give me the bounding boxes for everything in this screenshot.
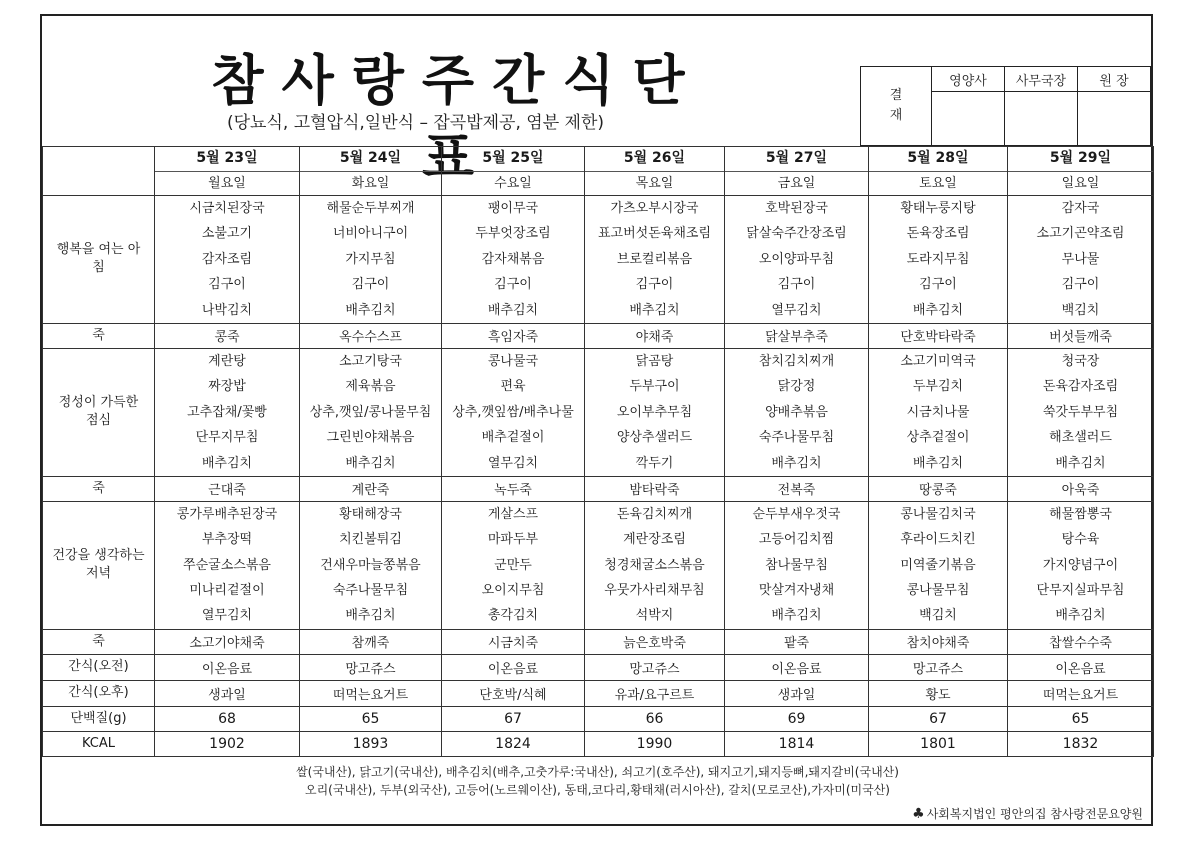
- dish-item: 건새우마늘쫑볶음: [320, 557, 421, 573]
- menu-cell: [725, 196, 869, 324]
- menu-cell: 참치야채죽: [869, 629, 1008, 654]
- menu-cell: [442, 196, 585, 324]
- dish-item: 두부김치: [912, 379, 964, 395]
- dish-item: 숙주나물무침: [332, 583, 409, 599]
- menu-cell: 69: [725, 706, 869, 731]
- dish-item: 그린빈야채볶음: [326, 430, 415, 446]
- dish-item: 오이지무침: [481, 583, 545, 599]
- menu-cell: 1990: [585, 731, 725, 756]
- day-header: [1008, 147, 1154, 196]
- day-weekday: 수요일: [494, 175, 532, 191]
- porridge2-row: [43, 476, 1154, 501]
- dish-item: 오이부추무침: [616, 404, 693, 420]
- snack_pm-row: [43, 680, 1154, 706]
- menu-cell: [1008, 348, 1154, 476]
- dish-item: 배추김치: [912, 455, 964, 471]
- menu-cell: 버섯들깨죽: [1008, 323, 1154, 348]
- page-subtitle: (당뇨식, 고혈압식,일반식 – 잡곡밥제공, 염분 제한): [227, 113, 605, 133]
- approval-header-chief: 원 장: [1078, 67, 1151, 92]
- dish-item: 콩나물무침: [906, 583, 970, 599]
- weekly-menu-table: [42, 146, 1154, 757]
- menu-cell: [155, 196, 300, 324]
- menu-cell: 옥수수스프: [300, 323, 442, 348]
- corner-cell: [43, 147, 155, 196]
- row-label: 정성이 가득한 점심: [43, 348, 155, 476]
- dish-item: 쭈순굴소스볶음: [183, 557, 271, 573]
- menu-cell: 1832: [1008, 731, 1154, 756]
- dish-item: 양배추볶음: [765, 404, 828, 420]
- menu-cell: 1824: [442, 731, 585, 756]
- dish-item: 배추김치: [345, 608, 396, 624]
- dish-item: 호박된장국: [765, 201, 828, 216]
- dish-item: 편육: [500, 379, 526, 395]
- menu-cell: 단호박/식혜: [442, 680, 585, 706]
- dish-item: 나박김치: [201, 302, 253, 318]
- dish-item: 배추김치: [912, 302, 964, 318]
- menu-cell: [300, 501, 442, 629]
- day-weekday: 월요일: [208, 175, 246, 191]
- dish-item: 닭강정: [777, 379, 816, 395]
- dinner-row: [43, 501, 1154, 629]
- dish-item: 배추김치: [771, 455, 822, 471]
- dish-item: 오이양파무침: [758, 251, 835, 267]
- dish-item: 상추,깻잎/콩나물무침: [309, 404, 432, 420]
- dish-item: 미역줄기볶음: [900, 557, 976, 573]
- menu-cell: 이온음료: [1008, 654, 1154, 680]
- approval-header-nutritionist: 영양사: [932, 67, 1005, 92]
- dish-item: 상추,깻잎쌈/배추나물: [452, 404, 574, 420]
- row-label: 죽: [43, 629, 155, 654]
- dish-item: 콩나물김치국: [900, 506, 976, 522]
- dish-item: 청경채굴소스볶음: [604, 557, 705, 573]
- menu-cell: 황도: [869, 680, 1008, 706]
- dish-item: 상추겉절이: [906, 430, 970, 446]
- dish-item: 마파두부: [487, 532, 539, 548]
- organization-logo-icon: ♣: [912, 806, 925, 822]
- dish-item: 쑥갓두부무침: [1042, 404, 1119, 420]
- day-weekday: 토요일: [919, 175, 957, 191]
- menu-cell: 밤타락죽: [585, 476, 725, 501]
- dish-item: 순두부새우젓국: [752, 506, 841, 522]
- dish-item: 제육볶음: [345, 379, 396, 395]
- menu-cell: [585, 196, 725, 324]
- dish-item: 배추김치: [345, 455, 396, 471]
- dish-item: 배추겉절이: [481, 430, 545, 446]
- day-weekday: 목요일: [635, 175, 674, 191]
- menu-cell: 66: [585, 706, 725, 731]
- approval-label: 결 재: [861, 67, 932, 146]
- row-label: 간식(오후): [43, 680, 155, 706]
- dish-item: 참나물무침: [765, 557, 828, 573]
- day-header: [725, 147, 869, 196]
- day-date: 5월 29일: [1008, 147, 1153, 172]
- dish-item: 배추김치: [345, 302, 396, 318]
- menu-cell: 늙은호박죽: [585, 629, 725, 654]
- organization: [912, 805, 1143, 822]
- approval-signature-director[interactable]: [1005, 92, 1078, 146]
- dish-item: 김구이: [919, 277, 957, 293]
- dish-item: 해물순두부찌개: [326, 201, 415, 216]
- menu-cell: 땅콩죽: [869, 476, 1008, 501]
- dish-item: 고추잡채/꽃빵: [187, 404, 267, 420]
- menu-cell: 이온음료: [442, 654, 585, 680]
- dish-item: 배추김치: [487, 302, 539, 318]
- dish-item: 백김치: [1061, 302, 1100, 318]
- day-weekday: 화요일: [351, 175, 390, 191]
- dish-item: 배추김치: [201, 455, 253, 471]
- approval-signature-nutritionist[interactable]: [932, 92, 1005, 146]
- dish-item: 열무김치: [771, 302, 822, 318]
- menu-cell: 1801: [869, 731, 1008, 756]
- menu-cell: [1008, 196, 1154, 324]
- approval-header-director: 사무국장: [1005, 67, 1078, 92]
- dish-item: 석박지: [635, 608, 674, 624]
- menu-cell: 67: [442, 706, 585, 731]
- dish-item: 참치김치찌개: [758, 353, 835, 369]
- dish-item: 시금치나물: [906, 404, 970, 420]
- dish-item: 닭곰탕: [635, 353, 674, 369]
- approval-box: [860, 66, 1151, 146]
- day-header: [442, 147, 585, 196]
- row-label: 단백질(g): [43, 706, 155, 731]
- dish-item: 두부엇장조림: [475, 226, 551, 242]
- dish-item: 총각김치: [487, 608, 539, 624]
- menu-cell: 근대죽: [155, 476, 300, 501]
- dish-item: 배추김치: [1055, 608, 1106, 624]
- day-header: [300, 147, 442, 196]
- dish-item: 치킨볼튀김: [339, 532, 402, 548]
- dish-item: 고등어김치찜: [758, 532, 835, 548]
- menu-cell: [155, 501, 300, 629]
- dish-item: 콩가루배추된장국: [176, 506, 278, 522]
- menu-cell: 콩죽: [155, 323, 300, 348]
- dish-item: 감자채볶음: [481, 251, 545, 267]
- dish-item: 표고버섯돈육채조림: [597, 226, 712, 242]
- menu-cell: [869, 348, 1008, 476]
- dish-item: 김구이: [208, 277, 246, 293]
- dish-item: 가츠오부시장국: [610, 201, 699, 216]
- dish-item: 팽이무국: [487, 201, 539, 216]
- day-header: [155, 147, 300, 196]
- dish-item: 백김치: [919, 608, 957, 624]
- dish-item: 열무김치: [487, 455, 539, 471]
- menu-cell: 소고기야채죽: [155, 629, 300, 654]
- dish-item: 부추장떡: [201, 532, 253, 548]
- dish-item: 김구이: [777, 277, 816, 293]
- menu-cell: 야채죽: [585, 323, 725, 348]
- menu-cell: 닭살부추죽: [725, 323, 869, 348]
- lunch-row: [43, 348, 1154, 476]
- row-label: 죽: [43, 323, 155, 348]
- dish-item: 황태해장국: [339, 506, 402, 522]
- menu-cell: 67: [869, 706, 1008, 731]
- menu-cell: 참깨죽: [300, 629, 442, 654]
- dish-item: 감자국: [1061, 201, 1100, 216]
- menu-cell: [1008, 501, 1154, 629]
- approval-signature-chief[interactable]: [1078, 92, 1151, 146]
- menu-cell: 65: [300, 706, 442, 731]
- menu-cell: 생과일: [155, 680, 300, 706]
- day-weekday: 일요일: [1061, 175, 1100, 191]
- menu-cell: 1814: [725, 731, 869, 756]
- menu-cell: [300, 348, 442, 476]
- row-label: KCAL: [43, 731, 155, 756]
- menu-cell: 망고쥬스: [300, 654, 442, 680]
- menu-cell: 68: [155, 706, 300, 731]
- breakfast-row: [43, 196, 1154, 324]
- menu-cell: 이온음료: [155, 654, 300, 680]
- menu-cell: [442, 501, 585, 629]
- protein-row: [43, 706, 1154, 731]
- dish-item: 소고기미역국: [900, 353, 976, 369]
- menu-cell: [300, 196, 442, 324]
- menu-cell: 전복죽: [725, 476, 869, 501]
- dish-item: 시금치된장국: [189, 201, 265, 216]
- day-date: 5월 27일: [725, 147, 868, 172]
- day-date: 5월 23일: [155, 147, 299, 172]
- dish-item: 소불고기: [201, 226, 253, 242]
- day-header: [585, 147, 725, 196]
- dish-item: 김구이: [494, 277, 532, 293]
- row-label: 건강을 생각하는 저녁: [43, 501, 155, 629]
- day-header: [869, 147, 1008, 196]
- footer: [42, 749, 1153, 826]
- dish-item: 깍두기: [635, 455, 674, 471]
- dish-item: 소고기곤약조림: [1036, 226, 1125, 242]
- dish-item: 배추김치: [771, 608, 822, 624]
- dish-item: 군만두: [494, 557, 532, 573]
- dish-item: 짜장밥: [208, 379, 246, 395]
- dish-item: 두부구이: [629, 379, 680, 395]
- dish-item: 돈육김치찌개: [616, 506, 693, 522]
- dish-item: 배추김치: [1055, 455, 1106, 471]
- dish-item: 닭살숙주간장조림: [746, 226, 847, 242]
- menu-sheet: [40, 14, 1153, 826]
- origin-line-2: 오리(국내산), 두부(외국산), 고등어(노르웨이산), 동태,코다리,황태채(러시아산), 갈치(모로코산),가자미(미국산): [304, 783, 890, 797]
- dish-item: 열무김치: [201, 608, 253, 624]
- dish-item: 가지양념구이: [1042, 557, 1119, 573]
- origin-line-1: 쌀(국내산), 닭고기(국내산), 배추김치(배추,고춧가루:국내산), 쇠고기(호주산), 돼지고기,돼지등뼈,돼지갈비(국내산): [296, 765, 899, 779]
- organization-name: 사회복지법인 평안의집 참사랑전문요양원: [926, 807, 1143, 821]
- menu-cell: 이온음료: [725, 654, 869, 680]
- dish-item: 김구이: [635, 277, 674, 293]
- day-date: 5월 25일: [442, 147, 584, 172]
- dish-item: 배추김치: [629, 302, 680, 318]
- dish-item: 너비아니구이: [332, 226, 409, 242]
- dish-item: 도라지무침: [906, 251, 970, 267]
- menu-cell: 65: [1008, 706, 1154, 731]
- menu-cell: 생과일: [725, 680, 869, 706]
- dish-item: 단무지실파무침: [1036, 583, 1125, 599]
- menu-cell: [869, 196, 1008, 324]
- menu-cell: 계란죽: [300, 476, 442, 501]
- porridge1-row: [43, 323, 1154, 348]
- menu-cell: 찹쌀수수죽: [1008, 629, 1154, 654]
- day-date: 5월 24일: [300, 147, 441, 172]
- menu-cell: [725, 501, 869, 629]
- dish-item: 후라이드치킨: [900, 532, 976, 548]
- menu-cell: 망고쥬스: [585, 654, 725, 680]
- menu-cell: 1893: [300, 731, 442, 756]
- menu-cell: [442, 348, 585, 476]
- dish-item: 우뭇가사리채무침: [604, 583, 705, 599]
- menu-cell: [585, 501, 725, 629]
- dish-item: 게살스프: [487, 506, 539, 522]
- menu-cell: 유과/요구르트: [585, 680, 725, 706]
- row-label: 죽: [43, 476, 155, 501]
- dish-item: 무나물: [1061, 251, 1100, 267]
- dish-item: 김구이: [1061, 277, 1100, 293]
- menu-cell: [155, 348, 300, 476]
- menu-cell: 1902: [155, 731, 300, 756]
- row-label: 행복을 여는 아침: [43, 196, 155, 324]
- menu-cell: 망고쥬스: [869, 654, 1008, 680]
- menu-cell: [725, 348, 869, 476]
- row-label: 간식(오전): [43, 654, 155, 680]
- menu-cell: 흑임자죽: [442, 323, 585, 348]
- dish-item: 감자조림: [201, 251, 253, 267]
- menu-cell: [869, 501, 1008, 629]
- day-date: 5월 28일: [869, 147, 1007, 172]
- dish-item: 미나리겉절이: [189, 583, 265, 599]
- dish-item: 숙주나물무침: [758, 430, 835, 446]
- dish-item: 해초샐러드: [1049, 430, 1112, 446]
- day-weekday: 금요일: [777, 175, 816, 191]
- page-title: 참사랑주간식단표: [211, 49, 703, 189]
- dish-item: 계란탕: [208, 353, 246, 369]
- menu-cell: 팥죽: [725, 629, 869, 654]
- menu-cell: 시금치죽: [442, 629, 585, 654]
- dish-item: 소고기탕국: [339, 353, 402, 369]
- dish-item: 콩나물국: [487, 353, 539, 369]
- menu-cell: 아욱죽: [1008, 476, 1154, 501]
- dish-item: 단무지무침: [195, 430, 259, 446]
- dish-item: 탕수육: [1061, 532, 1100, 548]
- day-date: 5월 26일: [585, 147, 724, 172]
- menu-cell: 단호박타락죽: [869, 323, 1008, 348]
- menu-cell: 떠먹는요거트: [300, 680, 442, 706]
- dish-item: 맛살겨자냉채: [758, 583, 835, 599]
- dish-item: 돈육장조림: [906, 226, 970, 242]
- menu-cell: [585, 348, 725, 476]
- menu-cell: 떠먹는요거트: [1008, 680, 1154, 706]
- dish-item: 돈육감자조림: [1042, 379, 1119, 395]
- dish-item: 황태누룽지탕: [900, 201, 976, 216]
- dish-item: 김구이: [351, 277, 390, 293]
- dish-item: 양상추샐러드: [616, 430, 693, 446]
- menu-cell: 녹두죽: [442, 476, 585, 501]
- snack_am-row: [43, 654, 1154, 680]
- dish-item: 브로컬리볶음: [616, 251, 693, 267]
- date-header-row: [43, 147, 1154, 196]
- dish-item: 해물짬뽕국: [1049, 506, 1112, 522]
- dish-item: 가지무침: [345, 251, 396, 267]
- porridge3-row: [43, 629, 1154, 654]
- dish-item: 계란장조림: [623, 532, 686, 548]
- dish-item: 청국장: [1061, 353, 1100, 369]
